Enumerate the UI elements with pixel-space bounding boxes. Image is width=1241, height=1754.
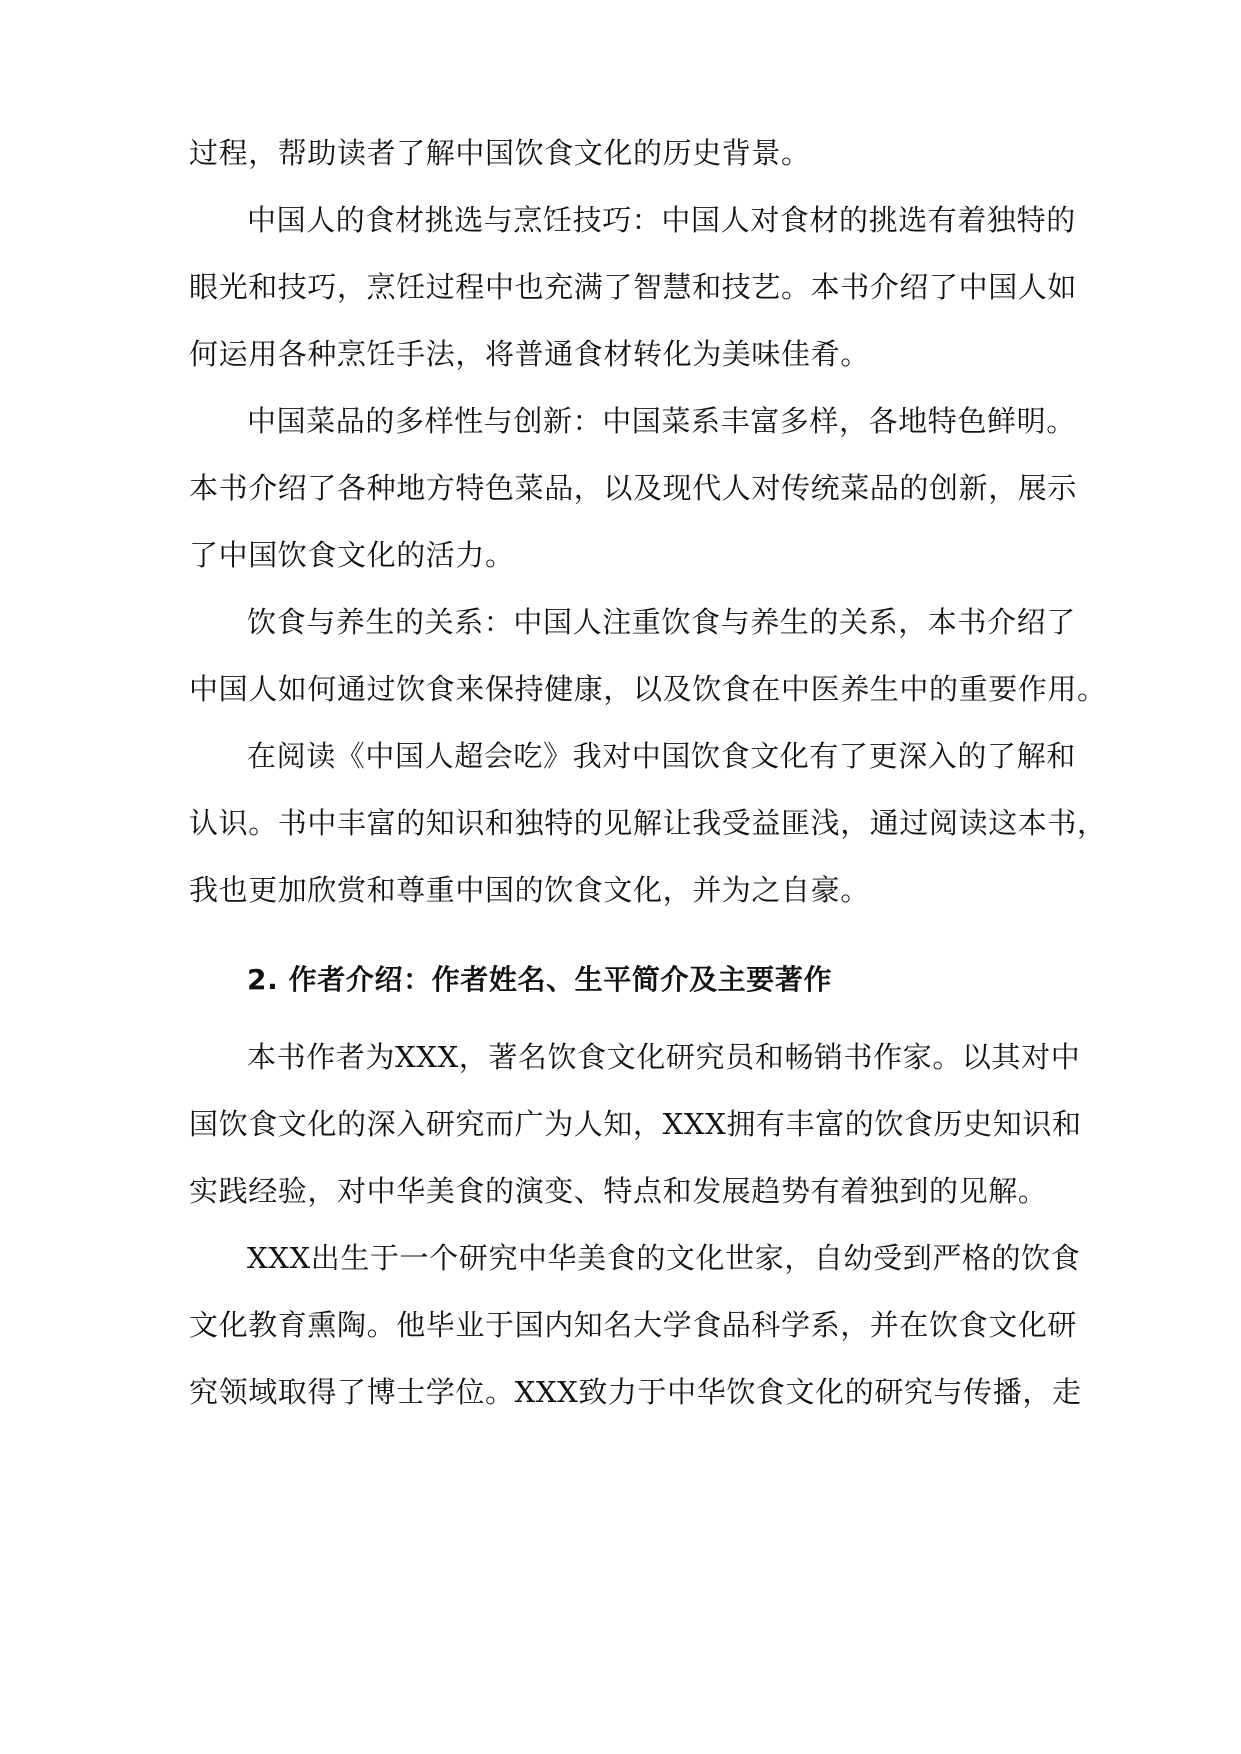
paragraph-reading-line: 认识。书中丰富的知识和独特的见解让我受益匪浅，通过阅读这本书，: [189, 806, 1107, 840]
paragraph-ingredients-line: 何运用各种烹饪手法，将普通食材转化为美味佳肴。: [189, 337, 870, 371]
paragraph-dishes-line: 中国菜品的多样性与创新：中国菜系丰富多样，各地特色鲜明。: [247, 404, 1076, 438]
paragraph-reading-line: 在阅读《中国人超会吃》我对中国饮食文化有了更深入的了解和: [247, 739, 1076, 773]
paragraph-author-line: 本书作者为XXX，著名饮食文化研究员和畅销书作家。以其对中: [247, 1040, 1081, 1074]
paragraph-author-line: 国饮食文化的深入研究而广为人知，XXX拥有丰富的饮食历史知识和: [189, 1107, 1082, 1141]
section-heading: 2. 作者介绍：作者姓名、生平简介及主要著作: [247, 963, 833, 996]
paragraph-biography-line: 究领域取得了博士学位。XXX致力于中华饮食文化的研究与传播，走: [189, 1375, 1082, 1409]
paragraph-biography-line: 文化教育熏陶。他毕业于国内知名大学食品科学系，并在饮食文化研: [189, 1308, 1078, 1342]
paragraph-dishes-line: 本书介绍了各种地方特色菜品，以及现代人对传统菜品的创新，展示: [189, 471, 1078, 505]
body-text-line: 过程，帮助读者了解中国饮食文化的历史背景。: [189, 136, 811, 170]
paragraph-ingredients-line: 眼光和技巧，烹饪过程中也充满了智慧和技艺。本书介绍了中国人如: [189, 270, 1078, 304]
paragraph-biography-line: XXX出生于一个研究中华美食的文化世家，自幼受到严格的饮食: [247, 1241, 1081, 1275]
paragraph-health-line: 中国人如何通过饮食来保持健康，以及饮食在中医养生中的重要作用。: [189, 672, 1107, 706]
paragraph-reading-line: 我也更加欣赏和尊重中国的饮食文化，并为之自豪。: [189, 873, 870, 907]
paragraph-ingredients-line: 中国人的食材挑选与烹饪技巧：中国人对食材的挑选有着独特的: [247, 203, 1076, 237]
paragraph-health-line: 饮食与养生的关系：中国人注重饮食与养生的关系，本书介绍了: [247, 605, 1076, 639]
paragraph-author-line: 实践经验，对中华美食的演变、特点和发展趋势有着独到的见解。: [189, 1174, 1048, 1208]
paragraph-dishes-line: 了中国饮食文化的活力。: [189, 538, 515, 572]
